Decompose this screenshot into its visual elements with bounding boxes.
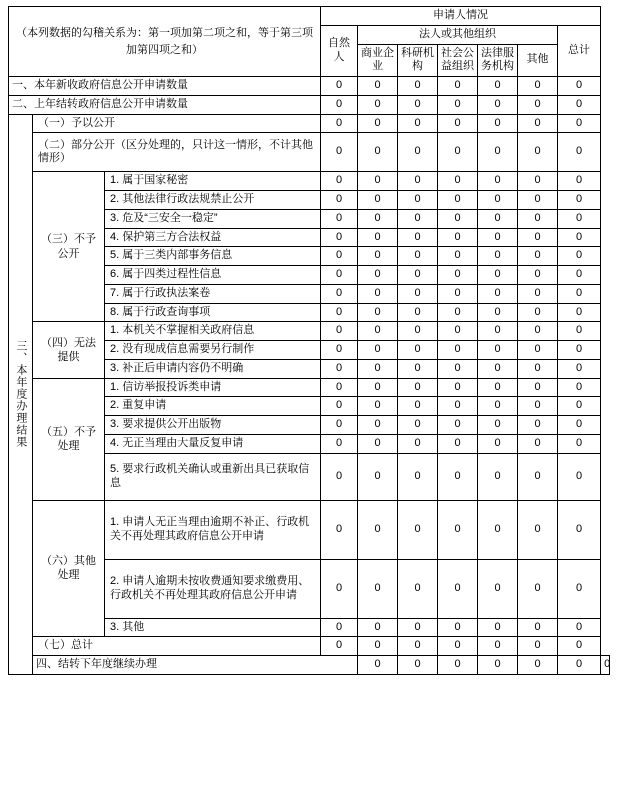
cell: 0 bbox=[518, 434, 558, 453]
cell: 0 bbox=[558, 284, 601, 303]
sub-header-other: 其他 bbox=[518, 44, 558, 77]
row-label: 一、本年新收政府信息公开申请数量 bbox=[9, 77, 321, 96]
cell: 0 bbox=[558, 559, 601, 618]
cell: 0 bbox=[321, 77, 358, 96]
cell: 0 bbox=[558, 114, 601, 133]
cell: 0 bbox=[558, 209, 601, 228]
info-disclosure-table bbox=[8, 6, 610, 675]
cell: 0 bbox=[438, 637, 478, 656]
cell: 0 bbox=[321, 209, 358, 228]
cell: 0 bbox=[558, 359, 601, 378]
cell: 0 bbox=[321, 378, 358, 397]
cell: 0 bbox=[321, 172, 358, 191]
cell: 0 bbox=[358, 247, 398, 266]
cell: 0 bbox=[558, 500, 601, 559]
cell: 0 bbox=[518, 397, 558, 416]
cell: 0 bbox=[321, 397, 358, 416]
cell: 0 bbox=[321, 191, 358, 210]
cell: 0 bbox=[478, 500, 518, 559]
cell: 0 bbox=[438, 359, 478, 378]
cell: 0 bbox=[398, 303, 438, 322]
cell: 0 bbox=[358, 378, 398, 397]
cell: 0 bbox=[518, 322, 558, 341]
table-row bbox=[9, 656, 610, 675]
cell: 0 bbox=[358, 228, 398, 247]
cell: 0 bbox=[438, 95, 478, 114]
cell: 0 bbox=[438, 303, 478, 322]
cell: 0 bbox=[398, 434, 438, 453]
cell: 0 bbox=[558, 378, 601, 397]
row-label: （一）予以公开 bbox=[33, 114, 321, 133]
cell: 0 bbox=[558, 133, 601, 172]
cell: 0 bbox=[321, 637, 358, 656]
cell: 0 bbox=[558, 341, 601, 360]
cell: 0 bbox=[518, 559, 558, 618]
cell: 0 bbox=[438, 322, 478, 341]
cell: 0 bbox=[478, 191, 518, 210]
cell: 0 bbox=[558, 453, 601, 500]
cell: 0 bbox=[518, 500, 558, 559]
total-header: 总计 bbox=[558, 25, 601, 76]
cell: 0 bbox=[558, 266, 601, 285]
cell: 0 bbox=[518, 266, 558, 285]
group-label: （三）不予公开 bbox=[33, 172, 105, 322]
cell: 0 bbox=[321, 416, 358, 435]
cell: 0 bbox=[478, 303, 518, 322]
section-label: 三、本年度办理结果 bbox=[14, 340, 27, 449]
row-label: 6. 属于四类过程性信息 bbox=[105, 266, 321, 285]
table-row bbox=[9, 77, 610, 96]
cell: 0 bbox=[478, 95, 518, 114]
cell: 0 bbox=[398, 618, 438, 637]
cell: 0 bbox=[321, 133, 358, 172]
cell: 0 bbox=[558, 172, 601, 191]
cell: 0 bbox=[478, 656, 518, 675]
cell: 0 bbox=[438, 114, 478, 133]
cell: 0 bbox=[518, 247, 558, 266]
cell: 0 bbox=[321, 247, 358, 266]
cell: 0 bbox=[558, 637, 601, 656]
natural-person-header: 自然人 bbox=[321, 25, 358, 76]
cell: 0 bbox=[518, 172, 558, 191]
cell: 0 bbox=[398, 228, 438, 247]
cell: 0 bbox=[478, 172, 518, 191]
cell: 0 bbox=[398, 284, 438, 303]
cell: 0 bbox=[478, 341, 518, 360]
cell: 0 bbox=[518, 228, 558, 247]
cell: 0 bbox=[478, 322, 518, 341]
cell: 0 bbox=[438, 284, 478, 303]
cell: 0 bbox=[478, 416, 518, 435]
cell: 0 bbox=[358, 191, 398, 210]
cell: 0 bbox=[358, 453, 398, 500]
cell: 0 bbox=[478, 637, 518, 656]
row-label: 4. 保护第三方合法权益 bbox=[105, 228, 321, 247]
cell: 0 bbox=[478, 228, 518, 247]
group-label: （四）无法提供 bbox=[33, 322, 105, 378]
row-label: 2. 没有现成信息需要另行制作 bbox=[105, 341, 321, 360]
sub-header-commercial: 商业企业 bbox=[358, 44, 398, 77]
cell: 0 bbox=[321, 303, 358, 322]
cell: 0 bbox=[518, 303, 558, 322]
cell: 0 bbox=[398, 656, 438, 675]
row-label: 1. 本机关不掌握相关政府信息 bbox=[105, 322, 321, 341]
cell: 0 bbox=[478, 378, 518, 397]
cell: 0 bbox=[558, 191, 601, 210]
cell: 0 bbox=[358, 77, 398, 96]
cell: 0 bbox=[478, 559, 518, 618]
cell: 0 bbox=[398, 191, 438, 210]
cell: 0 bbox=[518, 637, 558, 656]
cell: 0 bbox=[398, 341, 438, 360]
cell: 0 bbox=[438, 397, 478, 416]
cell: 0 bbox=[518, 191, 558, 210]
table-row bbox=[9, 322, 610, 341]
table-row bbox=[9, 500, 610, 559]
cell: 0 bbox=[358, 95, 398, 114]
row-label: （二）部分公开（区分处理的，只计这一情形，不计其他情形） bbox=[33, 133, 321, 172]
cell: 0 bbox=[398, 266, 438, 285]
row-label: 5. 要求行政机关确认或重新出具已获取信息 bbox=[105, 453, 321, 500]
cell: 0 bbox=[518, 77, 558, 96]
cell: 0 bbox=[438, 228, 478, 247]
table-row bbox=[9, 378, 610, 397]
row-label: 5. 属于三类内部事务信息 bbox=[105, 247, 321, 266]
row-label: 3. 其他 bbox=[105, 618, 321, 637]
cell: 0 bbox=[478, 114, 518, 133]
cell: 0 bbox=[478, 284, 518, 303]
cell: 0 bbox=[398, 95, 438, 114]
cell: 0 bbox=[478, 453, 518, 500]
cell: 0 bbox=[438, 453, 478, 500]
cell: 0 bbox=[518, 378, 558, 397]
cell: 0 bbox=[358, 133, 398, 172]
cell: 0 bbox=[478, 133, 518, 172]
cell: 0 bbox=[398, 247, 438, 266]
cell: 0 bbox=[558, 397, 601, 416]
cell: 0 bbox=[398, 114, 438, 133]
cell: 0 bbox=[558, 656, 601, 675]
cell: 0 bbox=[438, 172, 478, 191]
cell: 0 bbox=[358, 172, 398, 191]
cell: 0 bbox=[398, 378, 438, 397]
cell: 0 bbox=[438, 434, 478, 453]
cell: 0 bbox=[321, 341, 358, 360]
cell: 0 bbox=[398, 559, 438, 618]
sub-header-legal-service: 法律服务机构 bbox=[478, 44, 518, 77]
cell: 0 bbox=[358, 266, 398, 285]
row-label: 2. 申请人逾期未按收费通知要求缴费用、行政机关不再处理其政府信息公开申请 bbox=[105, 559, 321, 618]
cell: 0 bbox=[518, 133, 558, 172]
row-label: 二、上年结转政府信息公开申请数量 bbox=[9, 95, 321, 114]
cell: 0 bbox=[321, 114, 358, 133]
cell: 0 bbox=[478, 434, 518, 453]
cell: 0 bbox=[478, 247, 518, 266]
cell: 0 bbox=[321, 95, 358, 114]
cell: 0 bbox=[478, 618, 518, 637]
cell: 0 bbox=[478, 77, 518, 96]
row-label: 4. 无正当理由大量反复申请 bbox=[105, 434, 321, 453]
cell: 0 bbox=[438, 266, 478, 285]
cell: 0 bbox=[558, 434, 601, 453]
cell: 0 bbox=[321, 559, 358, 618]
cell: 0 bbox=[478, 397, 518, 416]
cell: 0 bbox=[518, 656, 558, 675]
cell: 0 bbox=[518, 618, 558, 637]
cell: 0 bbox=[438, 209, 478, 228]
cell: 0 bbox=[321, 453, 358, 500]
cell: 0 bbox=[358, 397, 398, 416]
row-label: 1. 申请人无正当理由逾期不补正、行政机关不再处理其政府信息公开申请 bbox=[105, 500, 321, 559]
cell: 0 bbox=[358, 303, 398, 322]
cell: 0 bbox=[518, 453, 558, 500]
cell: 0 bbox=[398, 397, 438, 416]
cell: 0 bbox=[398, 416, 438, 435]
row-label: 3. 危及“三安全一稳定” bbox=[105, 209, 321, 228]
cell: 0 bbox=[518, 341, 558, 360]
cell: 0 bbox=[358, 618, 398, 637]
cell: 0 bbox=[438, 618, 478, 637]
cell: 0 bbox=[558, 228, 601, 247]
cell: 0 bbox=[518, 416, 558, 435]
cell: 0 bbox=[398, 209, 438, 228]
cell: 0 bbox=[398, 322, 438, 341]
cell: 0 bbox=[358, 500, 398, 559]
cell: 0 bbox=[398, 133, 438, 172]
row-label: 1. 属于国家秘密 bbox=[105, 172, 321, 191]
cell: 0 bbox=[518, 114, 558, 133]
cell: 0 bbox=[398, 637, 438, 656]
cell: 0 bbox=[398, 500, 438, 559]
cell: 0 bbox=[358, 359, 398, 378]
cell: 0 bbox=[478, 359, 518, 378]
sub-header-research: 科研机构 bbox=[398, 44, 438, 77]
cell: 0 bbox=[438, 656, 478, 675]
cell: 0 bbox=[558, 77, 601, 96]
row-label: 2. 重复申请 bbox=[105, 397, 321, 416]
cell: 0 bbox=[558, 322, 601, 341]
cell: 0 bbox=[601, 656, 610, 675]
row-label: 1. 信访举报投诉类申请 bbox=[105, 378, 321, 397]
cell: 0 bbox=[321, 618, 358, 637]
header-row-1 bbox=[9, 7, 610, 26]
row-label: 四、结转下年度继续办理 bbox=[33, 656, 358, 675]
cell: 0 bbox=[358, 284, 398, 303]
cell: 0 bbox=[321, 500, 358, 559]
cell: 0 bbox=[478, 266, 518, 285]
cell: 0 bbox=[438, 559, 478, 618]
cell: 0 bbox=[438, 341, 478, 360]
table-row bbox=[9, 95, 610, 114]
cell: 0 bbox=[438, 191, 478, 210]
row-label: 3. 要求提供公开出版物 bbox=[105, 416, 321, 435]
cell: 0 bbox=[358, 322, 398, 341]
cell: 0 bbox=[398, 77, 438, 96]
cell: 0 bbox=[438, 133, 478, 172]
row-label: 8. 属于行政查询事项 bbox=[105, 303, 321, 322]
cell: 0 bbox=[321, 284, 358, 303]
cell: 0 bbox=[358, 656, 398, 675]
cell: 0 bbox=[438, 247, 478, 266]
cell: 0 bbox=[398, 172, 438, 191]
cell: 0 bbox=[518, 209, 558, 228]
cell: 0 bbox=[438, 77, 478, 96]
table-row bbox=[9, 133, 610, 172]
note-cell: （本列数据的勾稽关系为：第一项加第二项之和，等于第三项加第四项之和） bbox=[9, 7, 321, 77]
cell: 0 bbox=[438, 378, 478, 397]
table-row bbox=[9, 172, 610, 191]
group-label: （五）不予处理 bbox=[33, 378, 105, 500]
cell: 0 bbox=[358, 114, 398, 133]
cell: 0 bbox=[358, 559, 398, 618]
cell: 0 bbox=[358, 416, 398, 435]
cell: 0 bbox=[558, 303, 601, 322]
cell: 0 bbox=[321, 359, 358, 378]
cell: 0 bbox=[518, 95, 558, 114]
cell: 0 bbox=[321, 434, 358, 453]
row-label: 2. 其他法律行政法规禁止公开 bbox=[105, 191, 321, 210]
cell: 0 bbox=[358, 637, 398, 656]
cell: 0 bbox=[438, 416, 478, 435]
legal-or-other-header: 法人或其他组织 bbox=[358, 25, 558, 44]
cell: 0 bbox=[358, 434, 398, 453]
cell: 0 bbox=[358, 341, 398, 360]
cell: 0 bbox=[398, 453, 438, 500]
cell: 0 bbox=[558, 416, 601, 435]
cell: 0 bbox=[558, 247, 601, 266]
cell: 0 bbox=[321, 266, 358, 285]
cell: 0 bbox=[438, 500, 478, 559]
cell: 0 bbox=[558, 618, 601, 637]
cell: 0 bbox=[398, 359, 438, 378]
cell: 0 bbox=[558, 95, 601, 114]
sub-header-public-welfare: 社会公益组织 bbox=[438, 44, 478, 77]
cell: 0 bbox=[518, 359, 558, 378]
group-label: （六）其他处理 bbox=[33, 500, 105, 637]
row-label: （七）总计 bbox=[33, 637, 321, 656]
cell: 0 bbox=[321, 322, 358, 341]
row-label: 3. 补正后申请内容仍不明确 bbox=[105, 359, 321, 378]
cell: 0 bbox=[518, 284, 558, 303]
section-label-cell bbox=[9, 114, 33, 674]
cell: 0 bbox=[358, 209, 398, 228]
row-label: 7. 属于行政执法案卷 bbox=[105, 284, 321, 303]
cell: 0 bbox=[321, 228, 358, 247]
table-row bbox=[9, 114, 610, 133]
applicant-situation-header: 申请人情况 bbox=[321, 7, 601, 26]
table-row bbox=[9, 637, 610, 656]
cell: 0 bbox=[478, 209, 518, 228]
